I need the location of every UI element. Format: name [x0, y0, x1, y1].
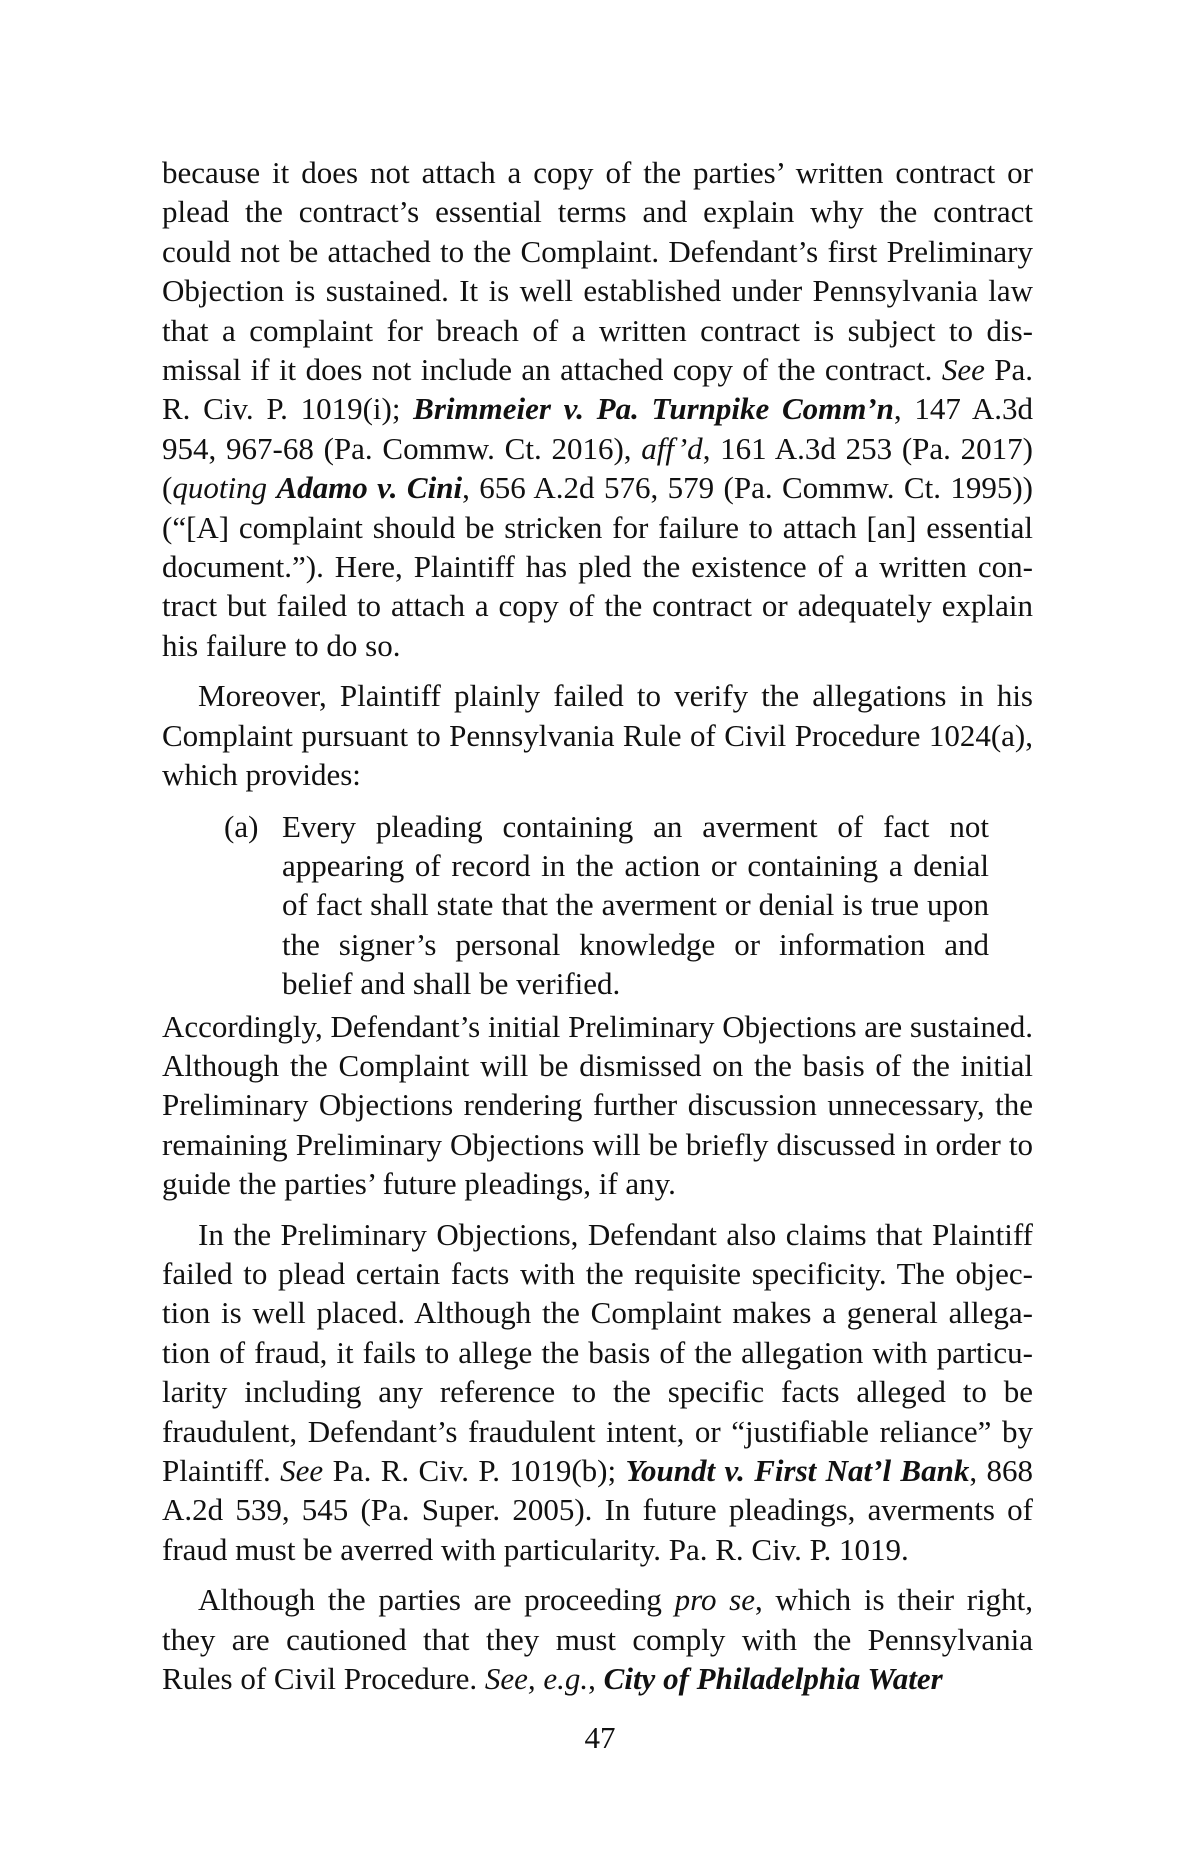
page-number: 47 — [584, 1720, 616, 1755]
paragraph-contract-attachment: because it does not attach a copy of the parties’ written contract or plead the contract’s essential terms and explain why the contract could not be attached to the Complaint. Defendant’s first Preliminary Objection is sustained. It is well established under Pennsylvania law that a complaint for breach of a written contract is subject to dismissal if it does not include an attached copy of the contract. See Pa. R. Civ. P. 1019(i); Brimmeier v. Pa. Turnpike Comm’n, 147 A.3d 954, 967-68 (Pa. Commw. Ct. 2016), aff’d, 161 A.3d 253 (Pa. 2017) (quoting Adamo v. Cini, 656 A.2d 576, 579 (Pa. Commw. Ct. 1995)) (“[A] complaint should be stricken for failure to attach [an] essential document.”). Here, Plaintiff has pled the existence of a written contract but failed to attach a copy of the contract or adequately explain his failure to do so. — [162, 155, 1034, 663]
rule-text: Every pleading containing an averment of fact not appearing of record in the action or containing a denial of fact shall state that the averment or denial is true upon the signer’s personal knowledge or information and belief and shall be verified. — [282, 808, 989, 1002]
signal-see: See — [941, 352, 985, 388]
paragraph-pro-se: Although the parties are proceeding pro se, which is their right, they are cautioned that they must comply with the Pennsylvania Rules of Civil Procedure. See, e.g., City of Philadelphia Water — [162, 1582, 1033, 1697]
term-pro-se: pro se — [674, 1582, 755, 1618]
case-citation-city-of-philadelphia: City of Philadelphia Water — [603, 1661, 943, 1697]
paragraph-verification: Moreover, Plaintiff plainly failed to verify the allegations in his Complaint pursuant to Pennsylvania Rule of Civil Procedure 1024(a), which provides: — [162, 678, 1033, 793]
signal-quoting: quoting — [172, 470, 268, 506]
case-citation-youndt: Youndt v. First Nat’l Bank — [625, 1453, 970, 1488]
signal-see: See — [280, 1453, 324, 1488]
paragraph-accordingly: Accordingly, Defendant’s initial Preliminary Objections are sustained. Although the Complaint will be dismissed on the basis of the initial Preliminary Objections rendering further discussion unnecessary, the remaining Preliminary Objections will be briefly discussed in order to guide the parties’ future pleadings, if any. — [162, 1008, 1033, 1202]
document-body — [162, 153, 1033, 1698]
rule-label: (a) — [224, 808, 259, 844]
block-quote-rule-1024a — [162, 807, 1033, 1004]
case-citation-adamo: Adamo v. Cini — [276, 470, 463, 506]
case-citation-brimmeier: Brimmeier v. Pa. Turnpike Comm’n — [413, 391, 894, 427]
signal-affd: aff’d — [641, 430, 703, 466]
paragraph-specificity: In the Preliminary Objections, Defendant also claims that Plaintiff failed to plead certain facts with the requisite specificity. The objection is well placed. Although the Complaint makes a general allegation of fraud, it fails to allege the basis of the allegation with particularity including any reference to the specific facts alleged to be fraudulent, Defendant’s fraudulent intent, or “justifiable reliance” by Plaintiff. See Pa. R. Civ. P. 1019(b); Youndt v. First Nat’l Bank, 868 A.2d 539, 545 (Pa. Super. 2005). In future pleadings, averments of fraud must be averred with particularity. Pa. R. Civ. P. 1019. — [162, 1216, 1033, 1567]
signal-see-eg: See, e.g. — [484, 1661, 589, 1697]
